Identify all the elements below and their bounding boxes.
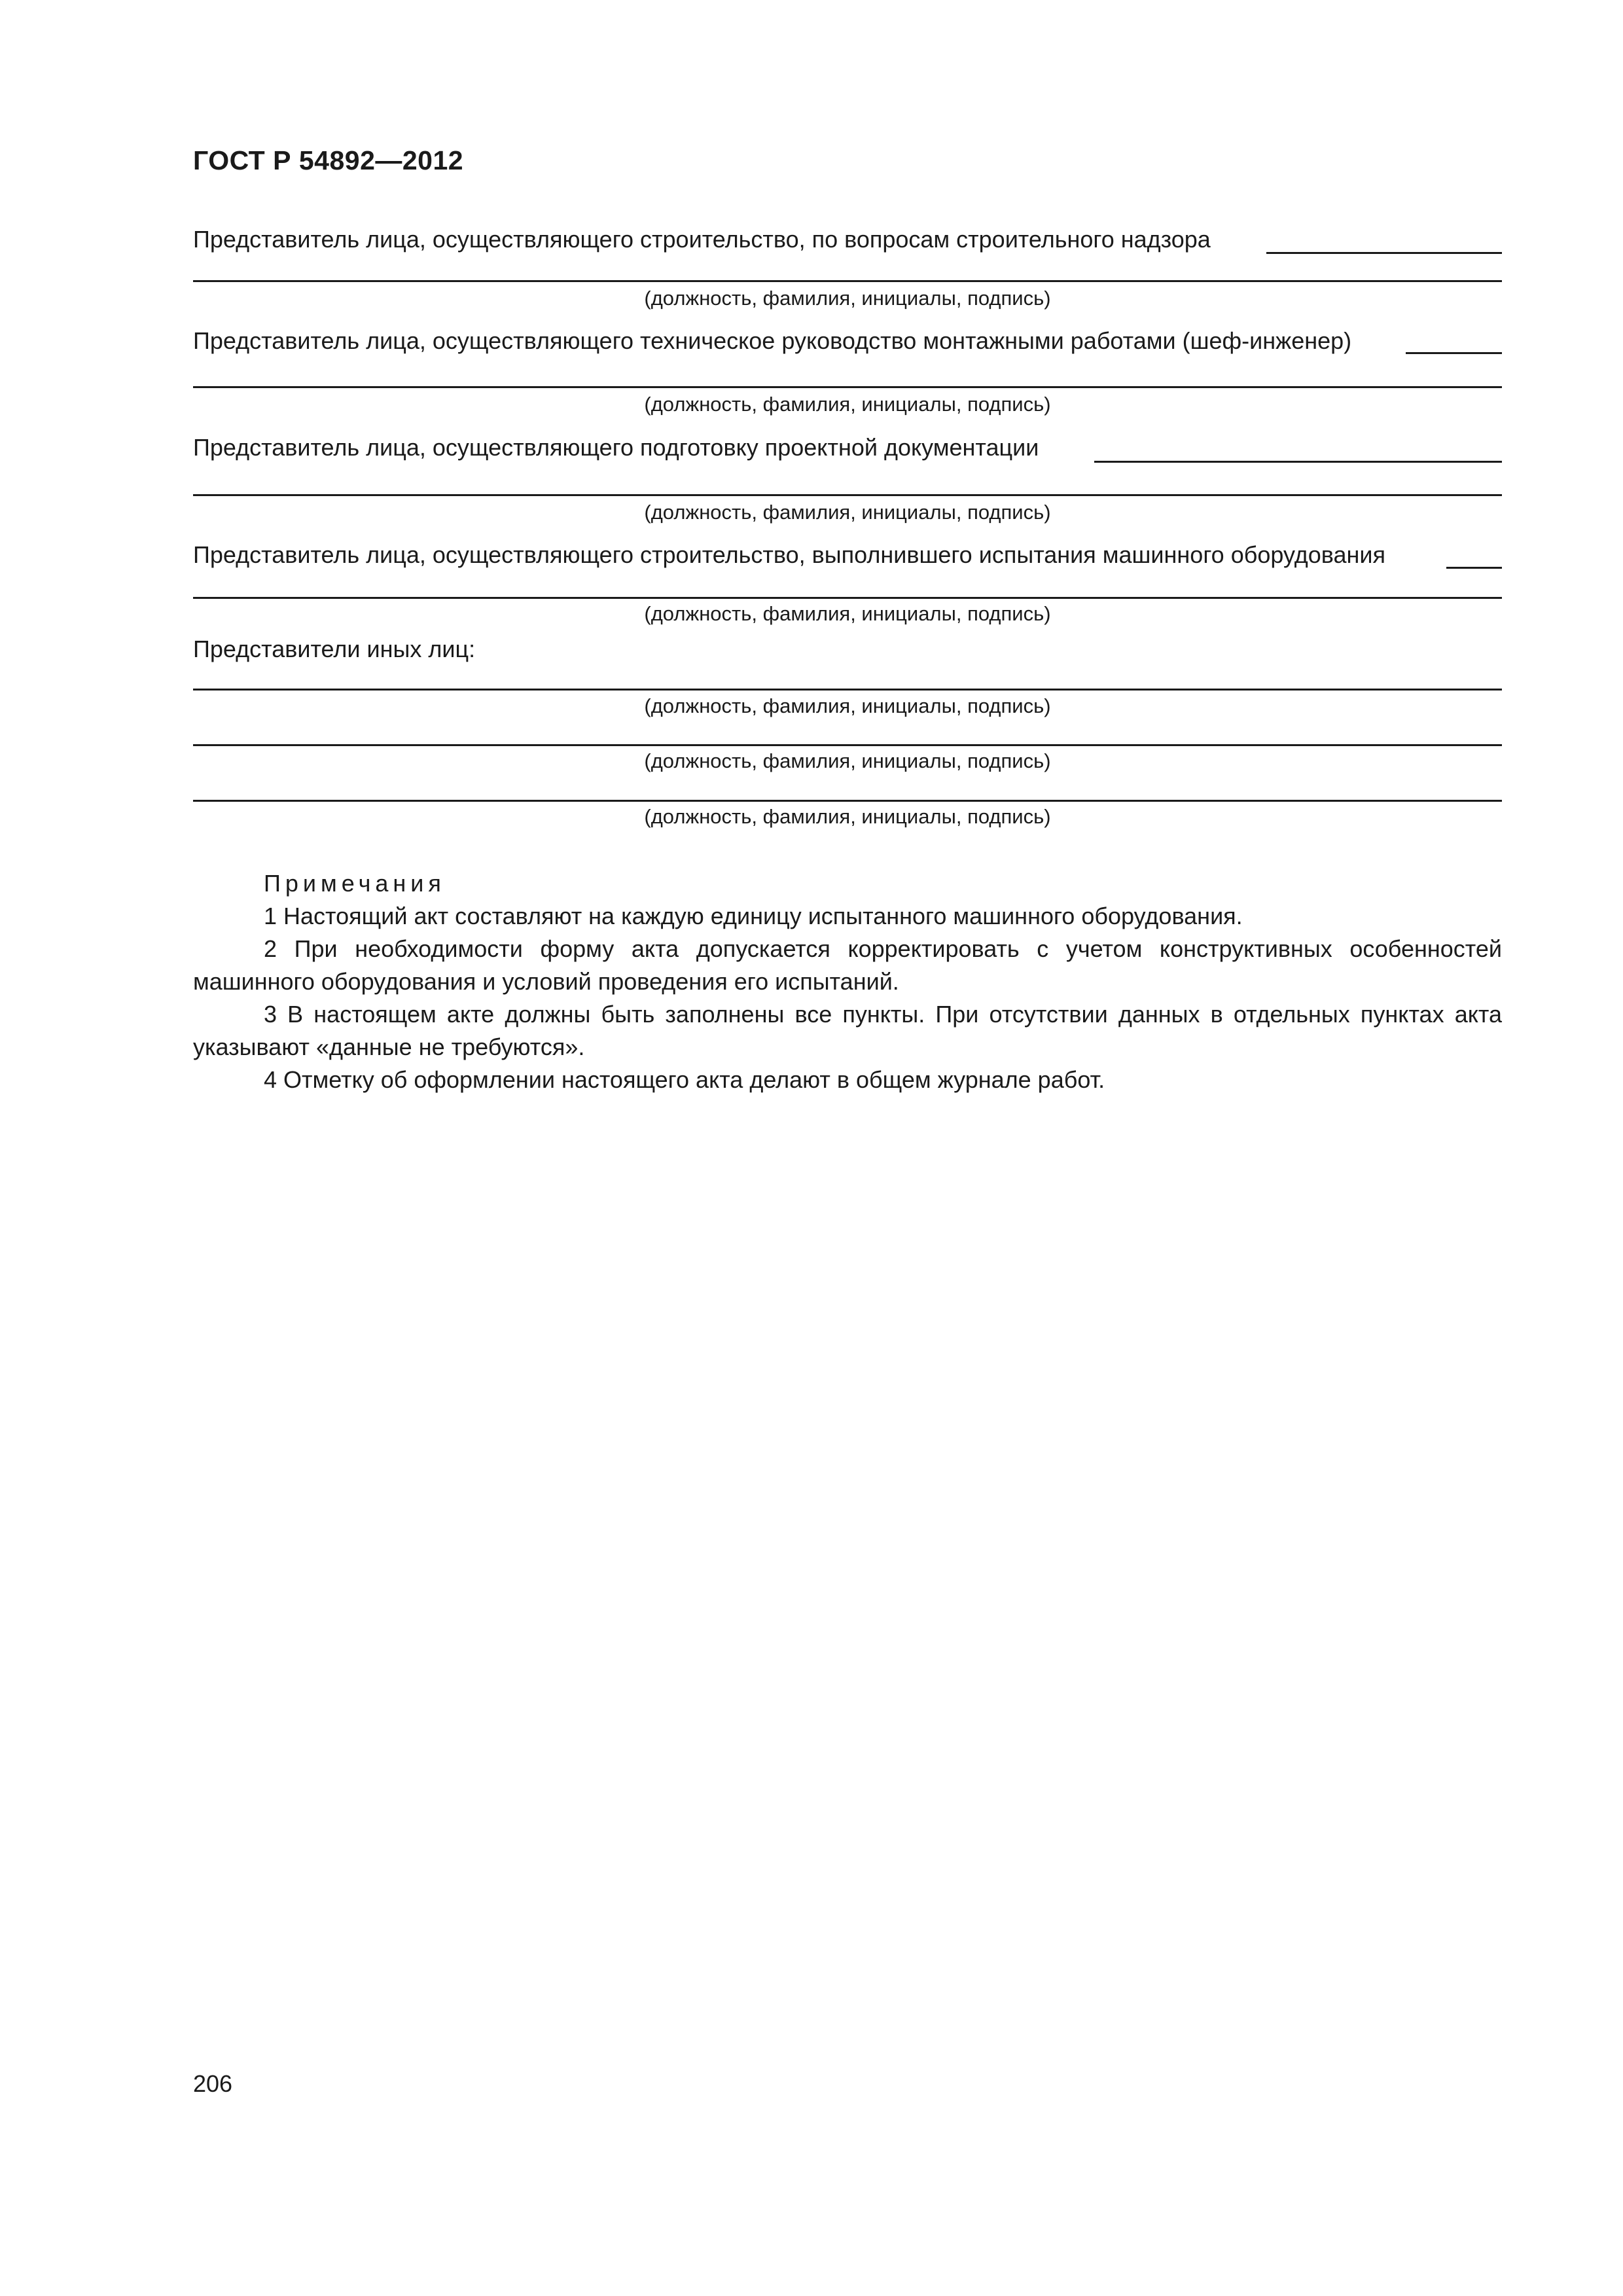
- signature-rule[interactable]: [193, 800, 1502, 802]
- signature-label-other-parties: Представители иных лиц:: [193, 636, 476, 662]
- signature-rule[interactable]: [193, 280, 1502, 282]
- signature-label-technical-management: Представитель лица, осуществляющего техническое руководство монтажными работами (шеф-инженер): [193, 327, 1352, 354]
- note-item: 1 Настоящий акт составляют на каждую единицу испытанного машинного оборудования.: [264, 903, 1243, 929]
- signature-blank-inline[interactable]: [1266, 252, 1502, 254]
- signature-label-design-documentation: Представитель лица, осуществляющего подготовку проектной документации: [193, 434, 1039, 461]
- signature-label-construction-supervision: Представитель лица, осуществляющего строительство, по вопросам строительного надзора: [193, 226, 1211, 253]
- signature-rule[interactable]: [193, 744, 1502, 746]
- signature-blank-inline[interactable]: [1406, 352, 1502, 354]
- signature-caption: (должность, фамилия, инициалы, подпись): [644, 501, 1051, 524]
- standard-header: ГОСТ Р 54892—2012: [193, 145, 464, 175]
- signature-rule[interactable]: [193, 689, 1502, 691]
- note-item: 3 В настоящем акте должны быть заполнены все пункты. При отсутствии данных в отдельных пунктах акта указывают «данные не требуются».: [193, 1001, 1502, 1060]
- signature-caption: (должность, фамилия, инициалы, подпись): [644, 694, 1051, 717]
- notes-section: [193, 867, 1502, 1096]
- signature-caption: (должность, фамилия, инициалы, подпись): [644, 749, 1051, 772]
- signature-caption: (должность, фамилия, инициалы, подпись): [644, 602, 1051, 625]
- signature-caption: (должность, фамилия, инициалы, подпись): [644, 393, 1051, 416]
- signature-rule[interactable]: [193, 597, 1502, 599]
- signature-rule[interactable]: [193, 386, 1502, 388]
- signature-blank-inline[interactable]: [1446, 567, 1502, 569]
- signature-caption: (должность, фамилия, инициалы, подпись): [644, 805, 1051, 828]
- note-item: 4 Отметку об оформлении настоящего акта делают в общем журнале работ.: [264, 1066, 1105, 1093]
- note-item: 2 При необходимости форму акта допускается корректировать с учетом конструктивных особенностей машинного оборудования и условий проведения его испытаний.: [193, 935, 1502, 995]
- signature-caption: (должность, фамилия, инициалы, подпись): [644, 287, 1051, 310]
- page-number: 206: [193, 2070, 233, 2097]
- signature-label-equipment-testing: Представитель лица, осуществляющего строительство, выполнившего испытания машинного оборудования: [193, 541, 1386, 568]
- signature-blank-inline[interactable]: [1094, 461, 1502, 463]
- signature-rule[interactable]: [193, 494, 1502, 496]
- notes-title: Примечания: [264, 870, 446, 897]
